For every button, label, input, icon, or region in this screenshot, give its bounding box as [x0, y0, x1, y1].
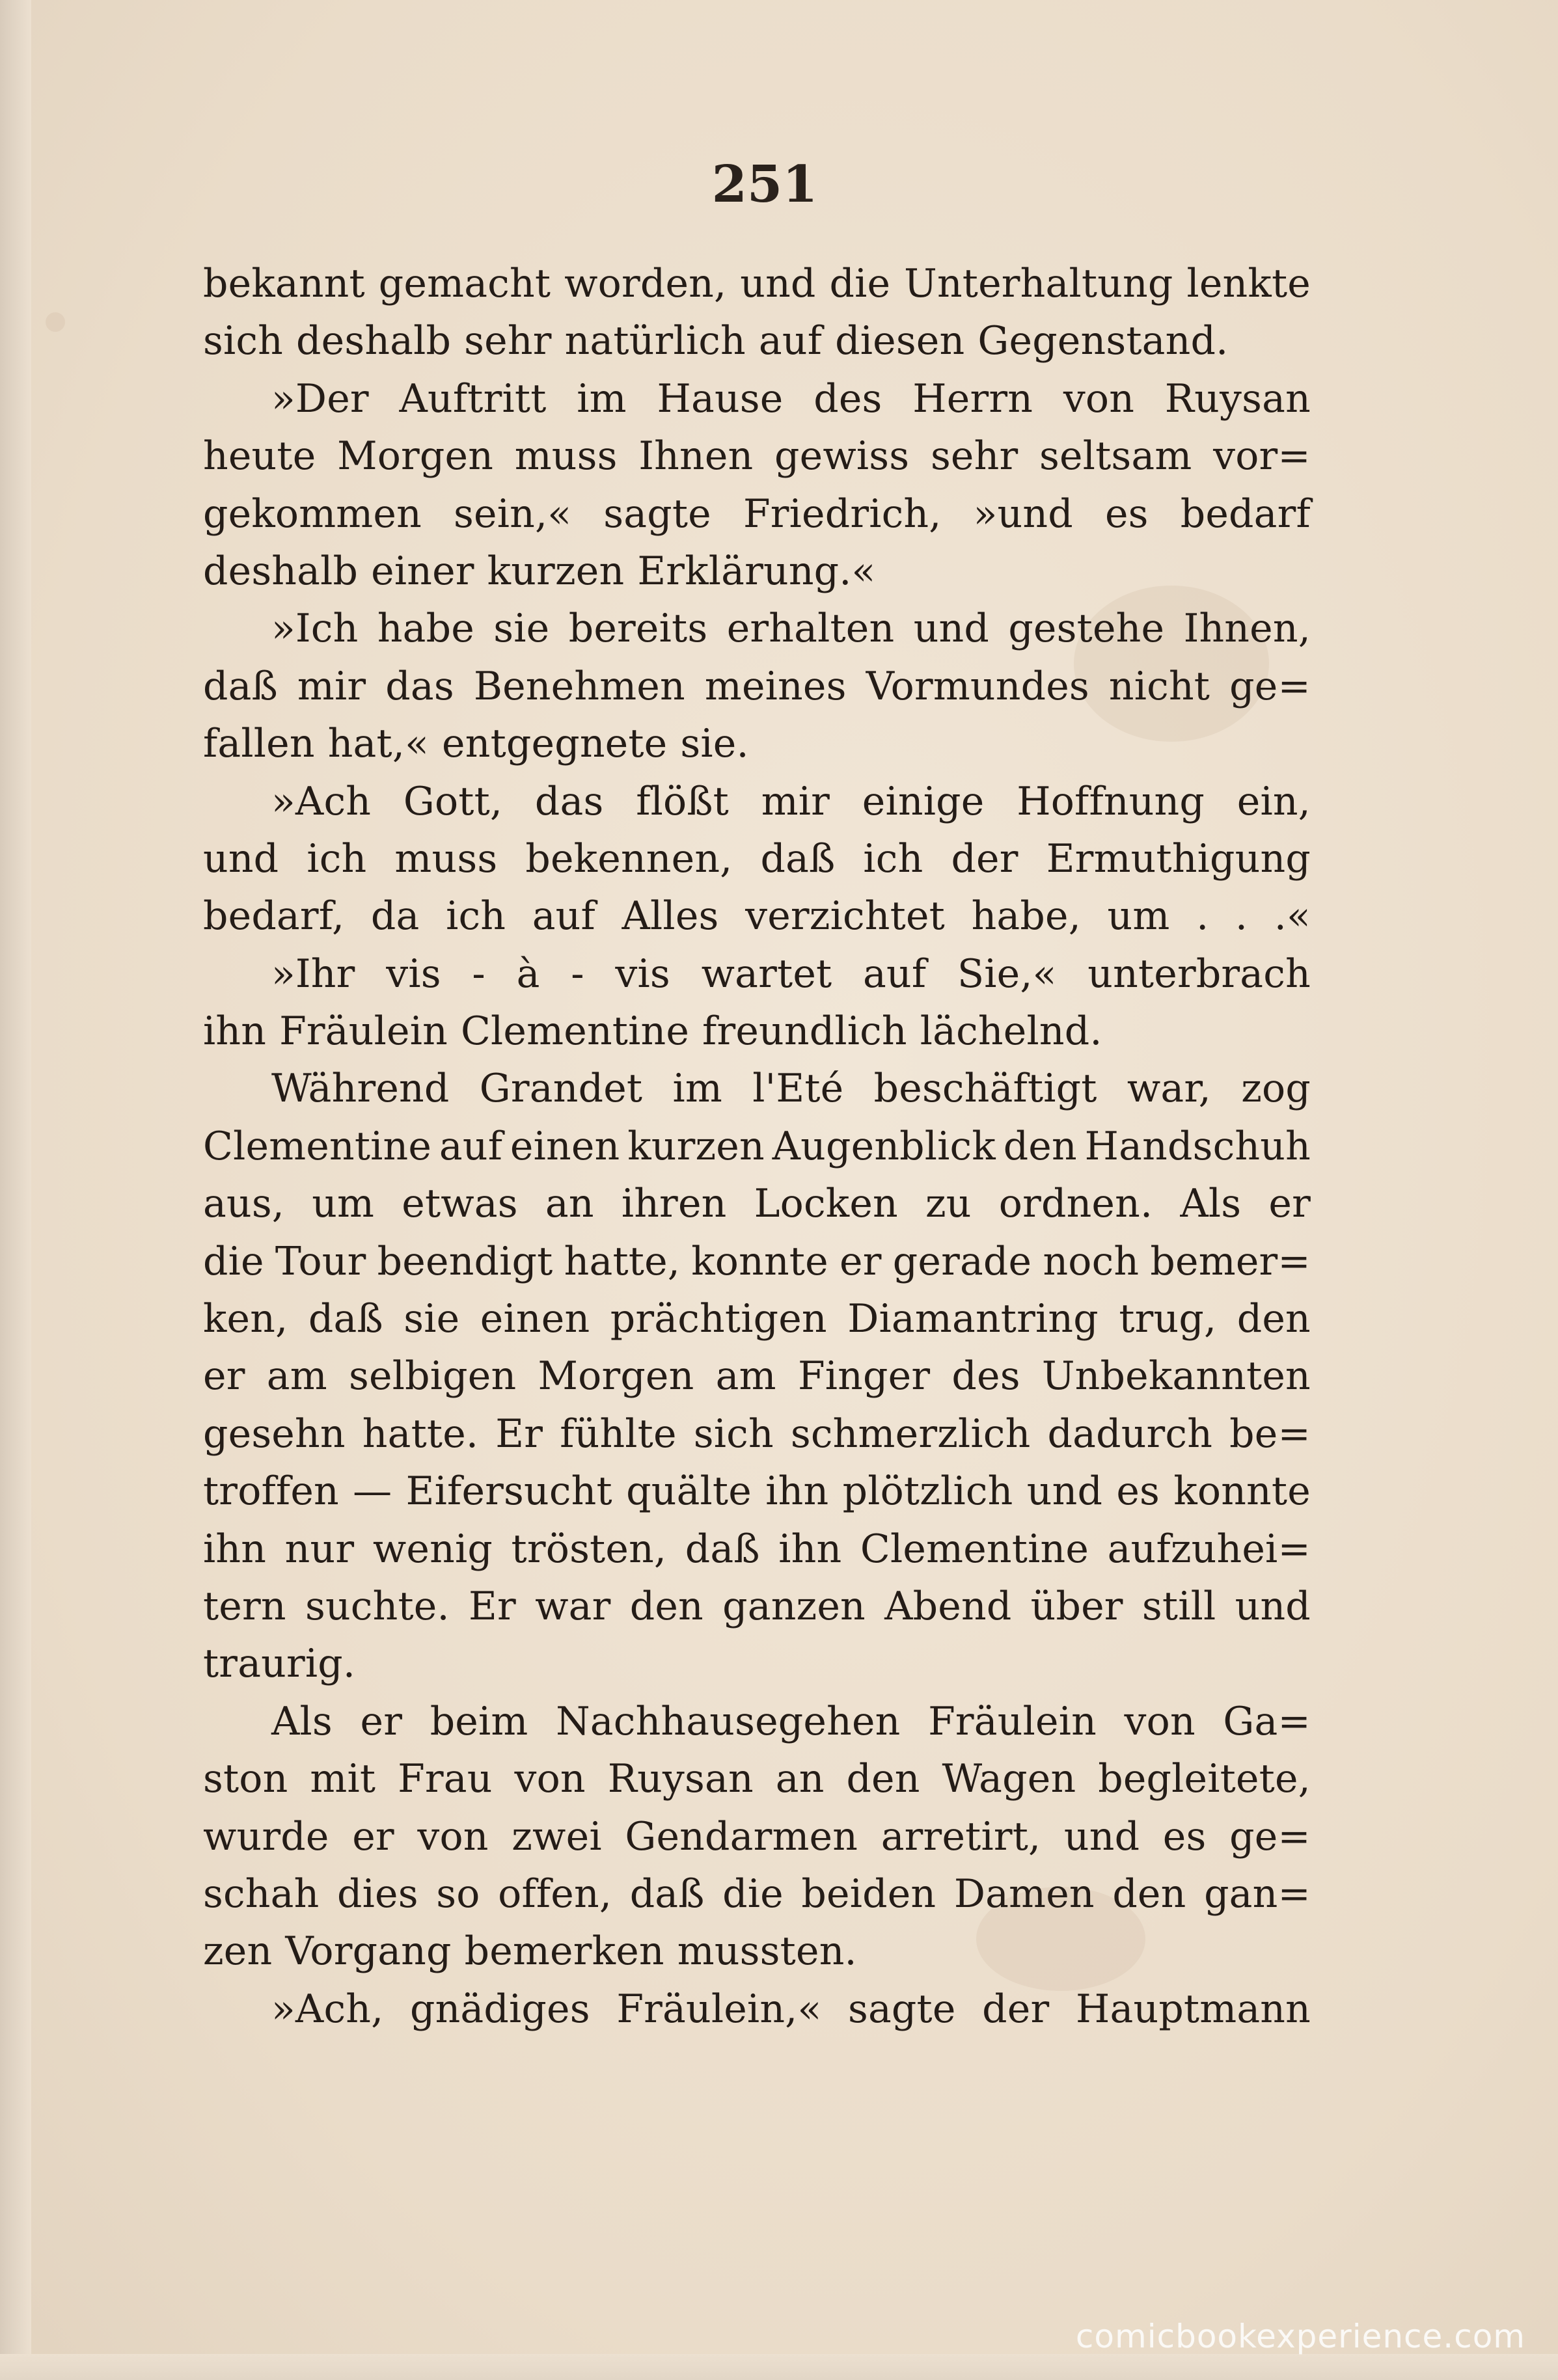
word: und: [203, 835, 279, 882]
word: entgegnete: [442, 721, 668, 767]
text-line: [203, 715, 1311, 772]
word: zog: [1241, 1066, 1311, 1112]
word: gemacht: [378, 261, 551, 306]
text-line: [203, 1578, 1311, 1635]
word: ston: [203, 1756, 288, 1802]
word: Diamantring: [847, 1296, 1099, 1342]
word: diesen: [835, 318, 965, 364]
word: sie.: [680, 721, 749, 767]
word: und: [740, 261, 816, 306]
word: Er: [468, 1583, 516, 1629]
word: -: [472, 951, 485, 997]
word: sich: [693, 1411, 774, 1457]
word: sie: [403, 1296, 460, 1342]
word: schmerzlich: [790, 1411, 1031, 1457]
word: zen: [203, 1928, 273, 1975]
word: Erklärung.«: [637, 548, 876, 594]
word: von: [514, 1756, 586, 1802]
word: bereits: [568, 606, 708, 652]
word: Unbekannten: [1041, 1353, 1311, 1400]
text-line: [203, 1463, 1311, 1520]
word: mir: [761, 778, 830, 824]
word: .: [1196, 893, 1209, 940]
word: um: [1107, 893, 1170, 940]
word: der: [982, 1986, 1050, 2032]
word: wurde: [203, 1813, 329, 1859]
word: »Ihr: [271, 951, 355, 997]
text-line: [203, 485, 1311, 543]
word: kurzen: [627, 1123, 765, 1169]
word: deshalb: [296, 318, 452, 364]
word: Ruysan: [607, 1756, 754, 1802]
word: ihren: [621, 1181, 727, 1227]
word: Als: [271, 1698, 333, 1744]
watermark-text: comicbookexperience.com: [1075, 2318, 1525, 2355]
word: einige: [862, 778, 985, 824]
word: fallen: [203, 721, 315, 767]
word: Clementine: [860, 1526, 1089, 1572]
word: beiden: [801, 1871, 936, 1917]
word: es: [1104, 491, 1149, 537]
scan-edge-bottom: [0, 2354, 1558, 2380]
word: am: [266, 1353, 327, 1400]
word: er: [360, 1698, 403, 1744]
text-line: [203, 773, 1311, 830]
word: »und: [973, 491, 1073, 537]
word: da: [370, 893, 420, 940]
word: muss: [514, 433, 618, 480]
word: die: [722, 1871, 784, 1917]
word: etwas: [402, 1181, 518, 1227]
word: konnte: [1173, 1468, 1311, 1515]
text-line: [203, 1521, 1311, 1578]
word: ihn: [203, 1526, 267, 1572]
word: gan=: [1204, 1871, 1311, 1917]
word: vis: [615, 951, 670, 997]
word: aus,: [203, 1181, 285, 1227]
word: sagte: [847, 1986, 956, 2032]
text-line: [203, 1923, 1311, 1980]
text-line: [203, 1347, 1311, 1405]
word: zu: [925, 1181, 972, 1227]
word: bedarf: [1180, 491, 1311, 537]
word: Ruysan: [1164, 375, 1311, 422]
word: Ihnen: [638, 433, 754, 480]
text-line: [203, 1750, 1311, 1807]
word: Handschuh: [1084, 1123, 1311, 1169]
word: den: [1237, 1296, 1311, 1342]
word: flößt: [636, 778, 729, 824]
word: er: [352, 1813, 394, 1859]
word: schah: [203, 1871, 320, 1917]
word: daß: [629, 1871, 705, 1917]
word: Gegenstand.: [977, 318, 1229, 364]
word: vor=: [1213, 433, 1311, 480]
word: Vorgang: [285, 1928, 452, 1975]
scan-edge-left: [0, 0, 31, 2380]
text-line: [203, 312, 1311, 370]
word: er: [840, 1238, 882, 1284]
word: à: [516, 951, 540, 997]
word: nur: [284, 1526, 355, 1572]
word: nicht: [1108, 663, 1210, 709]
word: Vormundes: [866, 663, 1089, 709]
word: ge=: [1229, 663, 1311, 709]
word: mir: [297, 663, 366, 709]
word: troffen: [203, 1468, 339, 1515]
word: mussten.: [677, 1928, 857, 1975]
word: mit: [310, 1756, 376, 1802]
word: und: [1026, 1468, 1103, 1515]
word: prächtigen: [610, 1296, 827, 1342]
word: daß: [203, 663, 278, 709]
text-line: [203, 887, 1311, 945]
text-line: [203, 1693, 1311, 1750]
word: Morgen: [538, 1353, 694, 1400]
word: dadurch: [1047, 1411, 1213, 1457]
word: l'Eté: [752, 1066, 844, 1112]
word: trug,: [1119, 1296, 1217, 1342]
paper-stain: [46, 312, 65, 332]
word: kurzen: [487, 548, 625, 594]
word: auf: [532, 893, 595, 940]
word: er: [203, 1353, 245, 1400]
word: sagte: [603, 491, 711, 537]
word: quälte: [626, 1468, 752, 1515]
word: »Ach: [271, 778, 372, 824]
word: ihn: [203, 1008, 267, 1055]
word: Fräulein: [928, 1698, 1097, 1744]
word: an: [775, 1756, 825, 1802]
text-line: [203, 1290, 1311, 1347]
word: begleitete,: [1098, 1756, 1311, 1802]
word: ich: [307, 835, 367, 882]
word: Eifersucht: [405, 1468, 612, 1515]
word: bemer=: [1150, 1238, 1311, 1284]
text-line: [203, 1405, 1311, 1463]
word: daß: [760, 835, 836, 882]
word: an: [545, 1181, 594, 1227]
word: deshalb: [203, 548, 359, 594]
word: ordnen.: [998, 1181, 1153, 1227]
word: plötzlich: [842, 1468, 1013, 1515]
word: bedarf,: [203, 893, 345, 940]
word: es: [1116, 1468, 1160, 1515]
word: auf: [758, 318, 823, 364]
text-line: [203, 1175, 1311, 1232]
word: Gendarmen: [625, 1813, 858, 1859]
word: sehr: [464, 318, 552, 364]
word: war: [535, 1583, 611, 1629]
word: worden,: [564, 261, 727, 306]
word: ich: [863, 835, 923, 882]
word: Nachhausegehen: [556, 1698, 901, 1744]
word: lächelnd.: [920, 1008, 1102, 1055]
word: über: [1030, 1583, 1123, 1629]
word: und: [1063, 1813, 1140, 1859]
word: bemerken: [464, 1928, 664, 1975]
word: muss: [394, 835, 498, 882]
word: beim: [430, 1698, 528, 1744]
word: habe,: [971, 893, 1081, 940]
text-line: [203, 1118, 1311, 1175]
word: Ermuthigung: [1046, 835, 1311, 882]
word: heute: [203, 433, 316, 480]
word: den: [629, 1583, 704, 1629]
word: Ga=: [1223, 1698, 1311, 1744]
text-line: [203, 1003, 1311, 1060]
word: auf: [439, 1123, 503, 1169]
word: —: [353, 1468, 392, 1515]
word: bekennen,: [525, 835, 733, 882]
word: das: [534, 778, 604, 824]
word: still: [1141, 1583, 1216, 1629]
word: Morgen: [337, 433, 494, 480]
word: Friedrich,: [743, 491, 942, 537]
word: sehr: [930, 433, 1018, 480]
word: Benehmen: [473, 663, 685, 709]
text-line: [203, 830, 1311, 887]
word: offen,: [498, 1871, 612, 1917]
word: die: [829, 261, 891, 306]
word: freundlich: [702, 1008, 907, 1055]
word: Fräulein,«: [616, 1986, 822, 2032]
word: ken,: [203, 1296, 288, 1342]
word: von: [1124, 1698, 1196, 1744]
word: meines: [704, 663, 847, 709]
text-line: [203, 1981, 1311, 2038]
text-line: [203, 600, 1311, 657]
word: sie: [493, 606, 550, 652]
word: aufzuhei=: [1107, 1526, 1311, 1572]
word: und: [913, 606, 989, 652]
word: der: [951, 835, 1018, 882]
word: trösten,: [511, 1526, 667, 1572]
word: .: [1235, 893, 1248, 940]
word: ge=: [1229, 1813, 1311, 1859]
word: ihn: [778, 1526, 842, 1572]
word: sein,«: [454, 491, 572, 537]
text-line: [203, 370, 1311, 427]
word: im: [577, 375, 627, 422]
word: fühlte: [560, 1411, 677, 1457]
word: lenkte: [1186, 261, 1311, 306]
word: Ihnen,: [1183, 606, 1311, 652]
word: ganzen: [722, 1583, 866, 1629]
word: beendigt: [377, 1238, 553, 1284]
text-line: [203, 1865, 1311, 1923]
word: natürlich: [564, 318, 746, 364]
word: suchte.: [305, 1583, 450, 1629]
word: war,: [1127, 1066, 1211, 1112]
word: gewiss: [774, 433, 910, 480]
word: Hoffnung: [1017, 778, 1205, 824]
word: -: [571, 951, 584, 997]
page-number: 251: [711, 155, 818, 214]
word: Abend: [884, 1583, 1012, 1629]
word: Unterhaltung: [904, 261, 1173, 306]
word: im: [672, 1066, 722, 1112]
word: zwei: [512, 1813, 602, 1859]
text-line: [203, 543, 1311, 600]
word: daß: [685, 1526, 760, 1572]
word: .«: [1274, 893, 1311, 940]
word: wenig: [372, 1526, 493, 1572]
word: gerade: [892, 1238, 1032, 1284]
word: des: [813, 375, 882, 422]
word: »Ach,: [271, 1986, 384, 2032]
word: konnte: [691, 1238, 828, 1284]
body-text: [203, 255, 1311, 2038]
word: Grandet: [479, 1066, 643, 1112]
word: »Der: [271, 375, 369, 422]
word: vis: [386, 951, 441, 997]
word: daß: [308, 1296, 383, 1342]
word: ihn: [765, 1468, 829, 1515]
word: hatte,: [564, 1238, 681, 1284]
word: Fräulein: [279, 1008, 448, 1055]
word: seltsam: [1039, 433, 1192, 480]
word: Hause: [657, 375, 784, 422]
text-line: [203, 1635, 1311, 1692]
word: Auftritt: [399, 375, 547, 422]
word: ich: [446, 893, 506, 940]
word: bekannt: [203, 261, 365, 306]
word: Augenblick: [772, 1123, 996, 1169]
word: Frau: [398, 1756, 493, 1802]
word: die: [203, 1238, 264, 1284]
word: wartet: [701, 951, 832, 997]
word: den: [1112, 1871, 1186, 1917]
text-line: [203, 945, 1311, 1003]
word: arretirt,: [881, 1813, 1041, 1859]
word: Gott,: [403, 778, 503, 824]
word: »Ich: [271, 606, 359, 652]
word: des: [951, 1353, 1020, 1400]
word: Wagen: [942, 1756, 1076, 1802]
word: gestehe: [1008, 606, 1165, 652]
word: Damen: [953, 1871, 1095, 1917]
word: einen: [510, 1123, 620, 1169]
word: unterbrach: [1087, 951, 1311, 997]
word: Clementine: [203, 1123, 432, 1169]
word: noch: [1043, 1238, 1140, 1284]
word: es: [1162, 1813, 1207, 1859]
text-line: [203, 427, 1311, 485]
text-line: [203, 1233, 1311, 1290]
word: Als: [1180, 1181, 1242, 1227]
word: Hauptmann: [1075, 1986, 1311, 2032]
word: von: [417, 1813, 489, 1859]
word: das: [385, 663, 454, 709]
word: tern: [203, 1583, 286, 1629]
word: und: [1235, 1583, 1311, 1629]
word: hat,«: [327, 721, 430, 767]
word: gekommen: [203, 491, 422, 537]
word: Herrn: [912, 375, 1033, 422]
word: am: [715, 1353, 776, 1400]
word: Während: [271, 1066, 450, 1112]
word: ein,: [1237, 778, 1311, 824]
word: einer: [371, 548, 474, 594]
word: von: [1063, 375, 1135, 422]
word: den: [846, 1756, 920, 1802]
word: er: [1268, 1181, 1311, 1227]
word: erhalten: [726, 606, 895, 652]
word: Er: [495, 1411, 543, 1457]
word: auf: [863, 951, 927, 997]
word: habe: [377, 606, 474, 652]
word: so: [436, 1871, 480, 1917]
word: um: [312, 1181, 375, 1227]
word: den: [1003, 1123, 1077, 1169]
word: hatte.: [362, 1411, 479, 1457]
word: Tour: [275, 1238, 366, 1284]
word: beschäftigt: [873, 1066, 1097, 1112]
word: Finger: [797, 1353, 931, 1400]
word: einen: [480, 1296, 590, 1342]
word: Sie,«: [957, 951, 1057, 997]
word: selbigen: [349, 1353, 517, 1400]
text-line: [203, 658, 1311, 715]
word: be=: [1229, 1411, 1311, 1457]
word: gesehn: [203, 1411, 346, 1457]
text-line: [203, 1808, 1311, 1865]
word: Clementine: [460, 1008, 690, 1055]
word: traurig.: [203, 1641, 356, 1687]
text-line: [203, 255, 1311, 312]
word: Alles: [622, 893, 719, 940]
word: sich: [203, 318, 284, 364]
word: dies: [337, 1871, 418, 1917]
word: Locken: [754, 1181, 898, 1227]
word: gnädiges: [409, 1986, 590, 2032]
text-line: [203, 1060, 1311, 1117]
word: verzichtet: [745, 893, 945, 940]
